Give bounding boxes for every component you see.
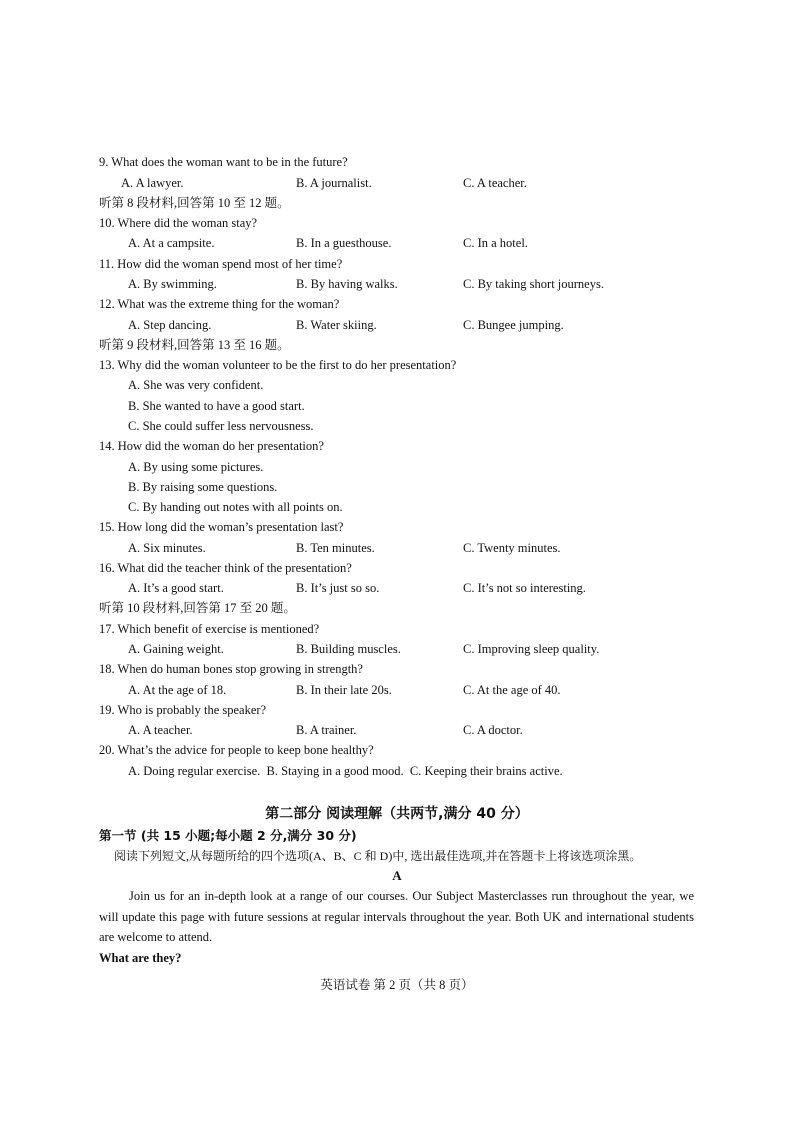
question-16-option-a: A. It’s a good start. [128,581,224,595]
question-15-stem: 15. How long did the woman’s presentation last? [99,520,344,534]
question-11-option-a: A. By swimming. [128,277,217,291]
question-10-option-a: A. At a campsite. [128,236,215,250]
question-11-option-c: C. By taking short journeys. [463,277,604,291]
question-18-stem: 18. When do human bones stop growing in strength? [99,662,363,676]
question-14-option-c: C. By handing out notes with all points on. [128,500,343,514]
question-14-stem: 14. How did the woman do her presentation? [99,439,324,453]
section-one-heading: 第一节 (共 15 小题;每小题 2 分,满分 30 分) [99,828,357,843]
question-9-option-b: B. A journalist. [296,176,372,190]
question-12-option-a: A. Step dancing. [128,318,212,332]
question-15-option-a: A. Six minutes. [128,541,206,555]
question-10-stem: 10. Where did the woman stay? [99,216,258,230]
question-19-stem: 19. Who is probably the speaker? [99,703,267,717]
page-footer: 英语试卷 第 2 页（共 8 页） [320,978,474,992]
question-12-option-c: C. Bungee jumping. [463,318,564,332]
question-19-option-c: C. A doctor. [463,723,523,737]
question-9-option-c: C. A teacher. [463,176,527,190]
reading-instructions: 阅读下列短文,从每题所给的四个选项(A、B、C 和 D)中, 选出最佳选项,并在答题卡上将该选项涂黑。 [114,849,642,863]
question-14-option-b: B. By raising some questions. [128,480,278,494]
question-17-option-c: C. Improving sleep quality. [463,642,600,656]
question-18-option-a: A. At the age of 18. [128,683,227,697]
question-13-option-a: A. She was very confident. [128,378,264,392]
question-13-option-c: C. She could suffer less nervousness. [128,419,314,433]
question-20-stem: 20. What’s the advice for people to keep bone healthy? [99,743,374,757]
question-19-option-a: A. A teacher. [128,723,193,737]
question-16-option-b: B. It’s just so so. [296,581,380,595]
question-10-option-b: B. In a guesthouse. [296,236,392,250]
question-11-stem: 11. How did the woman spend most of her time? [99,257,343,271]
question-16-stem: 16. What did the teacher think of the presentation? [99,561,352,575]
question-17-stem: 17. Which benefit of exercise is mentioned? [99,622,320,636]
question-16-option-c: C. It’s not so interesting. [463,581,586,595]
question-11-option-b: B. By having walks. [296,277,398,291]
listening-instruction-9: 听第 9 段材料,回答第 13 至 16 题。 [99,338,290,352]
question-19-option-b: B. A trainer. [296,723,357,737]
question-9-option-a: A. A lawyer. [121,176,184,190]
passage-subheading: What are they? [99,951,182,965]
listening-instruction-8: 听第 8 段材料,回答第 10 至 12 题。 [99,196,290,210]
question-10-option-c: C. In a hotel. [463,236,528,250]
question-12-option-b: B. Water skiing. [296,318,377,332]
question-17-option-a: A. Gaining weight. [128,642,224,656]
question-18-option-c: C. At the age of 40. [463,683,561,697]
question-15-option-c: C. Twenty minutes. [463,541,561,555]
question-14-option-a: A. By using some pictures. [128,460,264,474]
question-15-option-b: B. Ten minutes. [296,541,375,555]
listening-instruction-10: 听第 10 段材料,回答第 17 至 20 题。 [99,601,296,615]
part-two-heading: 第二部分 阅读理解（共两节,满分 40 分） [265,806,529,822]
passage-paragraph: Join us for an in-depth look at a range of our courses. Our Subject Masterclasses run throughout the year, we will update this page with future sessions at regular intervals throughout the year. Both UK and international students are welcome to attend. [99,889,694,944]
question-13-stem: 13. Why did the woman volunteer to be the first to do her presentation? [99,358,457,372]
question-12-stem: 12. What was the extreme thing for the woman? [99,297,340,311]
question-17-option-b: B. Building muscles. [296,642,401,656]
question-13-option-b: B. She wanted to have a good start. [128,399,305,413]
passage-letter: A [392,868,402,883]
question-18-option-b: B. In their late 20s. [296,683,392,697]
question-9-stem: 9. What does the woman want to be in the future? [99,155,348,169]
question-20-options: A. Doing regular exercise. B. Staying in a good mood. C. Keeping their brains active. [128,764,563,778]
